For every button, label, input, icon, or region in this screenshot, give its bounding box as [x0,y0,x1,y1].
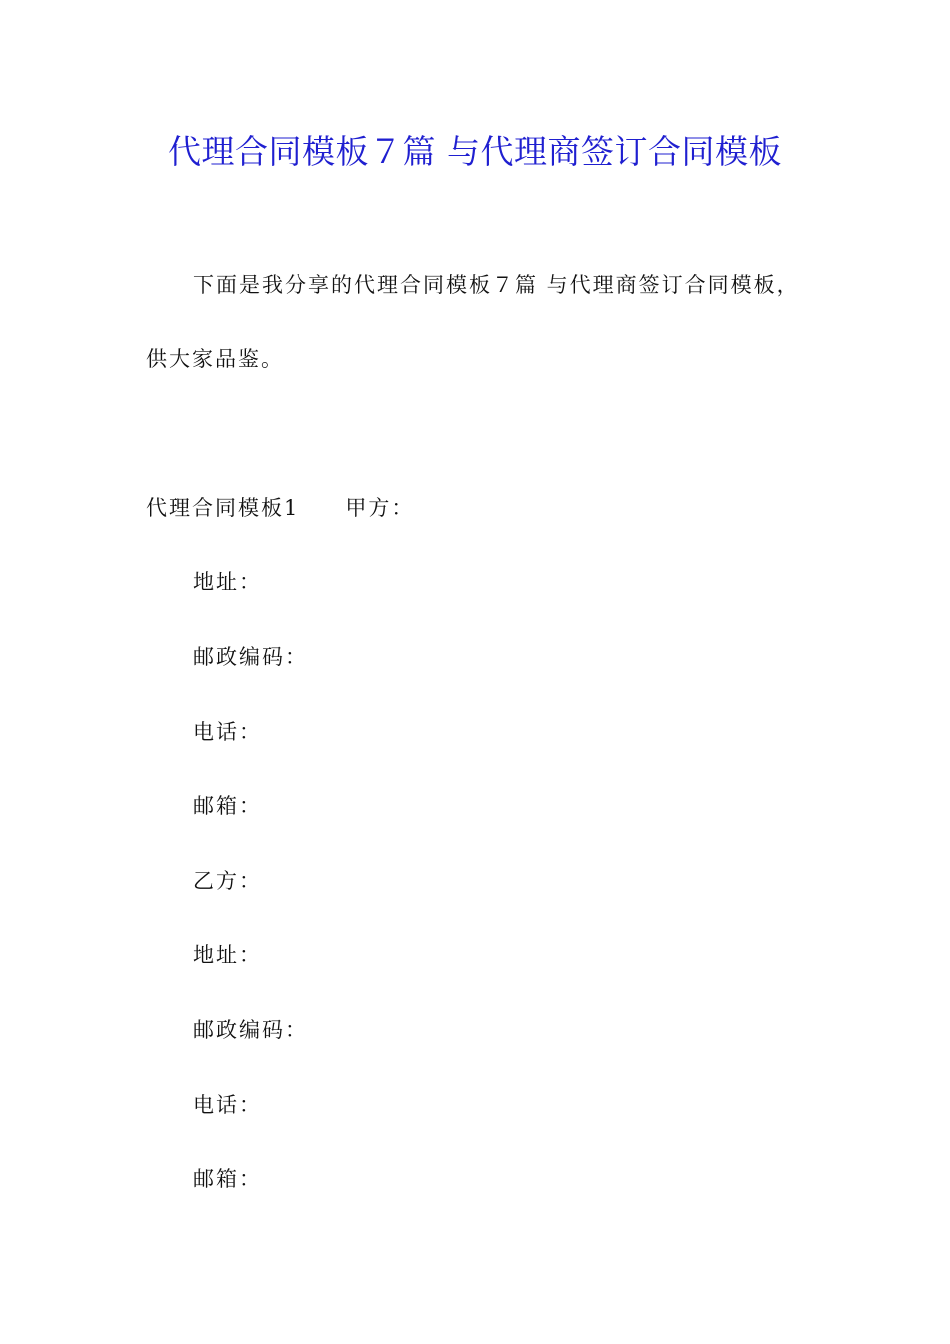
party-b-address-field: 地址： [193,943,262,967]
document-title: 代理合同模板７篇 与代理商签订合同模板 [168,132,782,171]
party-a-phone-field: 电话： [193,720,262,744]
party-a-address-field: 地址： [193,570,262,594]
party-a-email-field: 邮箱： [193,794,262,818]
section-heading: 代理合同模板1 [146,496,300,520]
party-a-label: 甲方： [345,496,415,520]
party-b-postcode-field: 邮政编码： [193,1018,308,1042]
intro-paragraph-line-2: 供大家品鉴。 [146,347,284,371]
party-b-email-field: 邮箱： [193,1167,262,1191]
party-a-postcode-field: 邮政编码： [193,645,308,669]
section-heading-row [146,493,414,523]
intro-paragraph-line-1: 下面是我分享的代理合同模板７篇 与代理商签订合同模板， [193,273,800,297]
party-b-label: 乙方： [193,869,262,893]
party-b-phone-field: 电话： [193,1093,262,1117]
